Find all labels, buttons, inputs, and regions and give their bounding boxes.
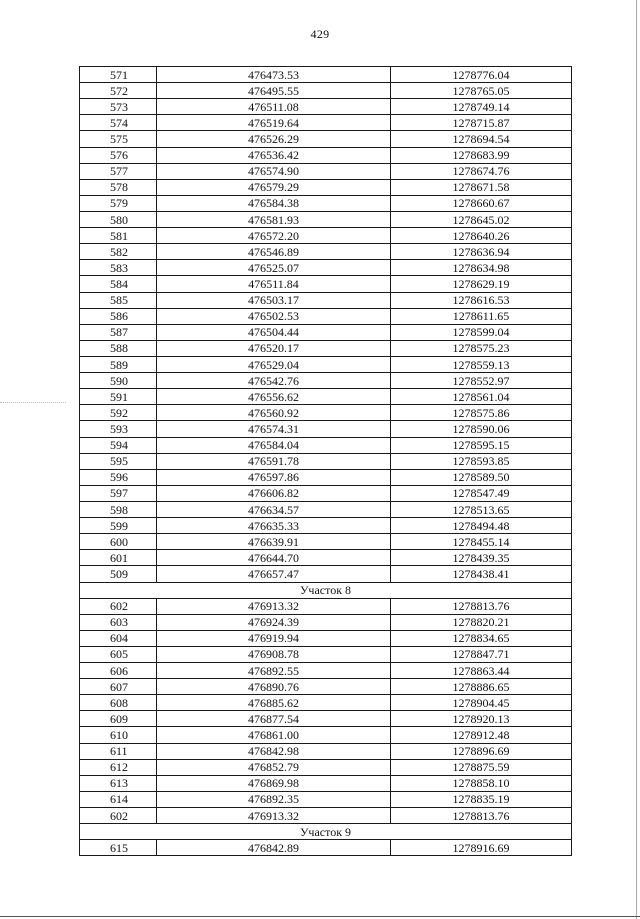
x-coordinate-cell: 476525.07	[157, 260, 391, 276]
point-number-cell: 615	[80, 840, 157, 856]
y-coordinate-cell: 1278552.97	[391, 373, 572, 389]
y-coordinate-cell: 1278645.02	[391, 211, 572, 227]
table-row	[80, 808, 572, 824]
table-row	[80, 147, 572, 163]
table-row	[80, 260, 572, 276]
y-coordinate-cell: 1278616.53	[391, 292, 572, 308]
point-number-cell: 582	[80, 244, 157, 260]
point-number-cell: 602	[80, 598, 157, 614]
y-coordinate-cell: 1278640.26	[391, 228, 572, 244]
table-row	[80, 389, 572, 405]
table-row	[80, 469, 572, 485]
table-row	[80, 356, 572, 372]
table-row	[80, 67, 572, 83]
table-row	[80, 308, 572, 324]
table-row	[80, 550, 572, 566]
x-coordinate-cell: 476591.78	[157, 453, 391, 469]
y-coordinate-cell: 1278593.85	[391, 453, 572, 469]
table-row	[80, 791, 572, 807]
point-number-cell: 575	[80, 131, 157, 147]
y-coordinate-cell: 1278858.10	[391, 775, 572, 791]
x-coordinate-cell: 476574.90	[157, 163, 391, 179]
x-coordinate-cell: 476657.47	[157, 566, 391, 582]
point-number-cell: 586	[80, 308, 157, 324]
y-coordinate-cell: 1278671.58	[391, 179, 572, 195]
point-number-cell: 589	[80, 356, 157, 372]
x-coordinate-cell: 476526.29	[157, 131, 391, 147]
x-coordinate-cell: 476560.92	[157, 405, 391, 421]
table-row	[80, 598, 572, 614]
section-title: Участок 8	[80, 582, 572, 598]
x-coordinate-cell: 476511.84	[157, 276, 391, 292]
x-coordinate-cell: 476581.93	[157, 211, 391, 227]
x-coordinate-cell: 476877.54	[157, 711, 391, 727]
point-number-cell: 578	[80, 179, 157, 195]
point-number-cell: 599	[80, 518, 157, 534]
y-coordinate-cell: 1278920.13	[391, 711, 572, 727]
table-row	[80, 276, 572, 292]
table-row	[80, 501, 572, 517]
section-header-row	[80, 582, 572, 598]
table-row	[80, 115, 572, 131]
x-coordinate-cell: 476634.57	[157, 501, 391, 517]
table-row	[80, 759, 572, 775]
y-coordinate-cell: 1278820.21	[391, 614, 572, 630]
point-number-cell: 580	[80, 211, 157, 227]
point-number-cell: 611	[80, 743, 157, 759]
table-row	[80, 695, 572, 711]
x-coordinate-cell: 476519.64	[157, 115, 391, 131]
x-coordinate-cell: 476913.32	[157, 598, 391, 614]
y-coordinate-cell: 1278636.94	[391, 244, 572, 260]
point-number-cell: 571	[80, 67, 157, 83]
y-coordinate-cell: 1278834.65	[391, 630, 572, 646]
table-row	[80, 646, 572, 662]
y-coordinate-cell: 1278765.05	[391, 83, 572, 99]
scan-edge-bottom	[0, 916, 640, 917]
x-coordinate-cell: 476919.94	[157, 630, 391, 646]
point-number-cell: 588	[80, 340, 157, 356]
x-coordinate-cell: 476520.17	[157, 340, 391, 356]
table-row	[80, 679, 572, 695]
x-coordinate-cell: 476579.29	[157, 179, 391, 195]
y-coordinate-cell: 1278559.13	[391, 356, 572, 372]
y-coordinate-cell: 1278455.14	[391, 534, 572, 550]
x-coordinate-cell: 476892.35	[157, 791, 391, 807]
point-number-cell: 592	[80, 405, 157, 421]
x-coordinate-cell: 476574.31	[157, 421, 391, 437]
y-coordinate-cell: 1278896.69	[391, 743, 572, 759]
point-number-cell: 585	[80, 292, 157, 308]
y-coordinate-cell: 1278863.44	[391, 663, 572, 679]
y-coordinate-cell: 1278494.48	[391, 518, 572, 534]
point-number-cell: 595	[80, 453, 157, 469]
x-coordinate-cell: 476546.89	[157, 244, 391, 260]
table-row	[80, 211, 572, 227]
x-coordinate-cell: 476504.44	[157, 324, 391, 340]
x-coordinate-cell: 476536.42	[157, 147, 391, 163]
y-coordinate-cell: 1278813.76	[391, 598, 572, 614]
table-row	[80, 485, 572, 501]
x-coordinate-cell: 476639.91	[157, 534, 391, 550]
table-row	[80, 743, 572, 759]
x-coordinate-cell: 476892.55	[157, 663, 391, 679]
point-number-cell: 573	[80, 99, 157, 115]
point-number-cell: 606	[80, 663, 157, 679]
point-number-cell: 509	[80, 566, 157, 582]
point-number-cell: 601	[80, 550, 157, 566]
table-row	[80, 373, 572, 389]
y-coordinate-cell: 1278835.19	[391, 791, 572, 807]
point-number-cell: 604	[80, 630, 157, 646]
table-row	[80, 195, 572, 211]
y-coordinate-cell: 1278595.15	[391, 437, 572, 453]
table-row	[80, 324, 572, 340]
y-coordinate-cell: 1278438.41	[391, 566, 572, 582]
y-coordinate-cell: 1278629.19	[391, 276, 572, 292]
y-coordinate-cell: 1278847.71	[391, 646, 572, 662]
coordinates-table-body	[80, 67, 572, 856]
x-coordinate-cell: 476584.38	[157, 195, 391, 211]
x-coordinate-cell: 476635.33	[157, 518, 391, 534]
table-row	[80, 131, 572, 147]
table-row	[80, 163, 572, 179]
y-coordinate-cell: 1278916.69	[391, 840, 572, 856]
y-coordinate-cell: 1278575.23	[391, 340, 572, 356]
table-row	[80, 228, 572, 244]
table-row	[80, 340, 572, 356]
x-coordinate-cell: 476890.76	[157, 679, 391, 695]
x-coordinate-cell: 476572.20	[157, 228, 391, 244]
point-number-cell: 591	[80, 389, 157, 405]
x-coordinate-cell: 476924.39	[157, 614, 391, 630]
point-number-cell: 598	[80, 501, 157, 517]
point-number-cell: 593	[80, 421, 157, 437]
point-number-cell: 572	[80, 83, 157, 99]
x-coordinate-cell: 476511.08	[157, 99, 391, 115]
x-coordinate-cell: 476542.76	[157, 373, 391, 389]
scan-edge-right	[636, 0, 637, 919]
y-coordinate-cell: 1278599.04	[391, 324, 572, 340]
y-coordinate-cell: 1278611.65	[391, 308, 572, 324]
y-coordinate-cell: 1278547.49	[391, 485, 572, 501]
point-number-cell: 577	[80, 163, 157, 179]
y-coordinate-cell: 1278776.04	[391, 67, 572, 83]
y-coordinate-cell: 1278561.04	[391, 389, 572, 405]
table-row	[80, 453, 572, 469]
coordinates-table	[79, 66, 572, 856]
point-number-cell: 612	[80, 759, 157, 775]
table-row	[80, 518, 572, 534]
y-coordinate-cell: 1278875.59	[391, 759, 572, 775]
y-coordinate-cell: 1278715.87	[391, 115, 572, 131]
x-coordinate-cell: 476503.17	[157, 292, 391, 308]
table-row	[80, 421, 572, 437]
x-coordinate-cell: 476584.04	[157, 437, 391, 453]
y-coordinate-cell: 1278904.45	[391, 695, 572, 711]
table-row	[80, 727, 572, 743]
section-title: Участок 9	[80, 824, 572, 840]
x-coordinate-cell: 476842.89	[157, 840, 391, 856]
table-row	[80, 711, 572, 727]
point-number-cell: 603	[80, 614, 157, 630]
y-coordinate-cell: 1278674.76	[391, 163, 572, 179]
point-number-cell: 584	[80, 276, 157, 292]
table-row	[80, 405, 572, 421]
point-number-cell: 590	[80, 373, 157, 389]
y-coordinate-cell: 1278694.54	[391, 131, 572, 147]
table-row	[80, 292, 572, 308]
point-number-cell: 613	[80, 775, 157, 791]
x-coordinate-cell: 476852.79	[157, 759, 391, 775]
point-number-cell: 597	[80, 485, 157, 501]
scan-artifact-mark	[0, 402, 66, 404]
y-coordinate-cell: 1278439.35	[391, 550, 572, 566]
point-number-cell: 610	[80, 727, 157, 743]
table-row	[80, 99, 572, 115]
point-number-cell: 600	[80, 534, 157, 550]
x-coordinate-cell: 476502.53	[157, 308, 391, 324]
point-number-cell: 594	[80, 437, 157, 453]
table-row	[80, 630, 572, 646]
x-coordinate-cell: 476606.82	[157, 485, 391, 501]
x-coordinate-cell: 476861.00	[157, 727, 391, 743]
x-coordinate-cell: 476597.86	[157, 469, 391, 485]
point-number-cell: 609	[80, 711, 157, 727]
point-number-cell: 605	[80, 646, 157, 662]
y-coordinate-cell: 1278886.65	[391, 679, 572, 695]
point-number-cell: 574	[80, 115, 157, 131]
point-number-cell: 581	[80, 228, 157, 244]
y-coordinate-cell: 1278634.98	[391, 260, 572, 276]
x-coordinate-cell: 476869.98	[157, 775, 391, 791]
x-coordinate-cell: 476885.62	[157, 695, 391, 711]
y-coordinate-cell: 1278660.67	[391, 195, 572, 211]
point-number-cell: 602	[80, 808, 157, 824]
table-row	[80, 83, 572, 99]
point-number-cell: 608	[80, 695, 157, 711]
table-row	[80, 179, 572, 195]
y-coordinate-cell: 1278749.14	[391, 99, 572, 115]
y-coordinate-cell: 1278683.99	[391, 147, 572, 163]
point-number-cell: 596	[80, 469, 157, 485]
y-coordinate-cell: 1278575.86	[391, 405, 572, 421]
point-number-cell: 583	[80, 260, 157, 276]
x-coordinate-cell: 476842.98	[157, 743, 391, 759]
y-coordinate-cell: 1278912.48	[391, 727, 572, 743]
point-number-cell: 607	[80, 679, 157, 695]
x-coordinate-cell: 476644.70	[157, 550, 391, 566]
x-coordinate-cell: 476556.62	[157, 389, 391, 405]
table-row	[80, 534, 572, 550]
page-number: 429	[310, 27, 330, 41]
x-coordinate-cell: 476529.04	[157, 356, 391, 372]
x-coordinate-cell: 476908.78	[157, 646, 391, 662]
section-header-row	[80, 824, 572, 840]
table-row	[80, 566, 572, 582]
table-row	[80, 437, 572, 453]
table-row	[80, 614, 572, 630]
table-row	[80, 663, 572, 679]
table-row	[80, 840, 572, 856]
point-number-cell: 587	[80, 324, 157, 340]
x-coordinate-cell: 476495.55	[157, 83, 391, 99]
table-row	[80, 244, 572, 260]
point-number-cell: 576	[80, 147, 157, 163]
y-coordinate-cell: 1278513.65	[391, 501, 572, 517]
x-coordinate-cell: 476473.53	[157, 67, 391, 83]
y-coordinate-cell: 1278590.06	[391, 421, 572, 437]
y-coordinate-cell: 1278813.76	[391, 808, 572, 824]
x-coordinate-cell: 476913.32	[157, 808, 391, 824]
point-number-cell: 579	[80, 195, 157, 211]
point-number-cell: 614	[80, 791, 157, 807]
table-row	[80, 775, 572, 791]
y-coordinate-cell: 1278589.50	[391, 469, 572, 485]
